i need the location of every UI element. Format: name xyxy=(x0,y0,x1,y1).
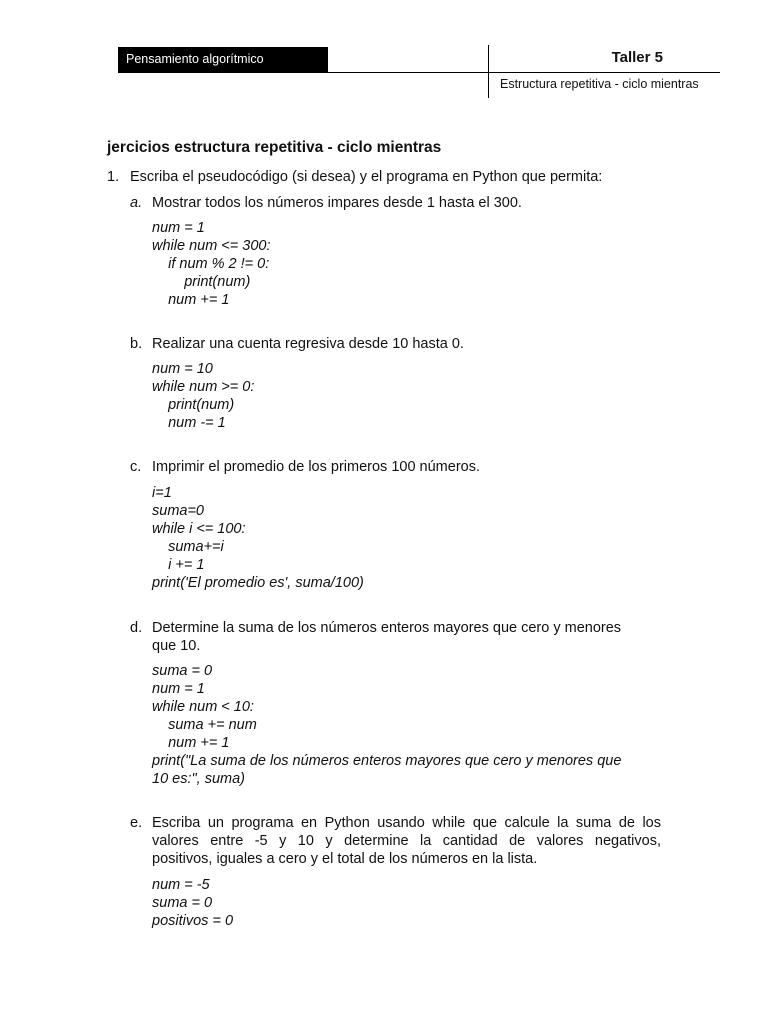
code-line: suma+=i xyxy=(152,539,224,555)
code-line: num = -5 xyxy=(152,877,210,893)
header-divider-vertical xyxy=(488,45,489,98)
part-heading xyxy=(130,814,662,868)
code-line: while i <= 100: xyxy=(152,521,246,537)
code-line: print(num) xyxy=(152,274,251,290)
page-title: jercicios estructura repetitiva - ciclo mientras xyxy=(107,139,442,156)
part-label: c. xyxy=(130,459,142,475)
part-heading xyxy=(130,335,662,353)
part-b xyxy=(130,335,662,432)
code-line: while num >= 0: xyxy=(152,379,255,395)
part-text xyxy=(152,335,661,353)
code-line: suma += num xyxy=(152,717,257,733)
code-line: print("La suma de los números enteros mayores que cero y menores que xyxy=(152,753,622,769)
code-line: while num < 10: xyxy=(152,699,254,715)
code-line: positivos = 0 xyxy=(152,913,234,929)
code-line: suma = 0 xyxy=(152,663,213,679)
header-divider-horizontal xyxy=(118,72,720,73)
part-a xyxy=(130,194,662,309)
part-text xyxy=(152,814,661,868)
code-line: num -= 1 xyxy=(152,415,226,431)
code-line: num = 1 xyxy=(152,220,205,236)
part-heading xyxy=(130,194,662,212)
part-c xyxy=(130,458,662,592)
code-line: if num % 2 != 0: xyxy=(152,256,270,272)
part-text-line: positivos, iguales a cero y el total de los números en la lista. xyxy=(152,851,538,867)
part-text-line: Imprimir el promedio de los primeros 100 números. xyxy=(152,459,480,475)
course-name-banner: Pensamiento algorítmico xyxy=(118,47,328,72)
part-d xyxy=(130,619,662,788)
code-block xyxy=(152,360,662,432)
code-line: suma = 0 xyxy=(152,895,213,911)
part-text xyxy=(152,619,661,655)
code-line: num += 1 xyxy=(152,292,230,308)
document-body xyxy=(107,138,667,930)
code-block xyxy=(152,219,662,309)
part-text-line: Escriba un programa en Python usando while que calcule la suma de los xyxy=(152,815,661,831)
code-line: print('El promedio es', suma/100) xyxy=(152,575,364,591)
part-text xyxy=(152,194,661,212)
exercise-text: Escriba el pseudocódigo (si desea) y el programa en Python que permita: xyxy=(130,169,603,185)
exercise-statement xyxy=(107,168,667,186)
code-line: 10 es:", suma) xyxy=(152,771,245,787)
part-heading xyxy=(130,619,662,655)
part-label: b. xyxy=(130,336,143,352)
code-line: print(num) xyxy=(152,397,235,413)
part-label: d. xyxy=(130,620,143,636)
part-text-line: Realizar una cuenta regresiva desde 10 hasta 0. xyxy=(152,336,464,352)
part-text-line: Determine la suma de los números enteros mayores que cero y menores xyxy=(152,620,622,636)
code-block xyxy=(152,876,662,930)
code-line: i += 1 xyxy=(152,557,205,573)
part-heading xyxy=(130,458,662,476)
code-block xyxy=(152,484,662,592)
code-line: num += 1 xyxy=(152,735,230,751)
part-text xyxy=(152,458,661,476)
code-line: i=1 xyxy=(152,485,172,501)
workshop-topic: Estructura repetitiva - ciclo mientras xyxy=(500,77,699,91)
part-text-line: que 10. xyxy=(152,638,201,654)
part-label: a. xyxy=(130,195,143,211)
part-text-line: valores entre -5 y 10 y determine la cantidad de valores negativos, xyxy=(152,833,661,849)
part-e xyxy=(130,814,662,930)
code-line: while num <= 300: xyxy=(152,238,271,254)
code-line: num = 1 xyxy=(152,681,205,697)
part-text-line: Mostrar todos los números impares desde 1 hasta el 300. xyxy=(152,195,522,211)
exercise-parts xyxy=(130,194,662,930)
part-label: e. xyxy=(130,815,143,831)
code-line: suma=0 xyxy=(152,503,204,519)
exercise-number: 1. xyxy=(107,169,120,185)
code-line: num = 10 xyxy=(152,361,213,377)
workshop-title: Taller 5 xyxy=(611,49,663,66)
code-block xyxy=(152,662,662,788)
